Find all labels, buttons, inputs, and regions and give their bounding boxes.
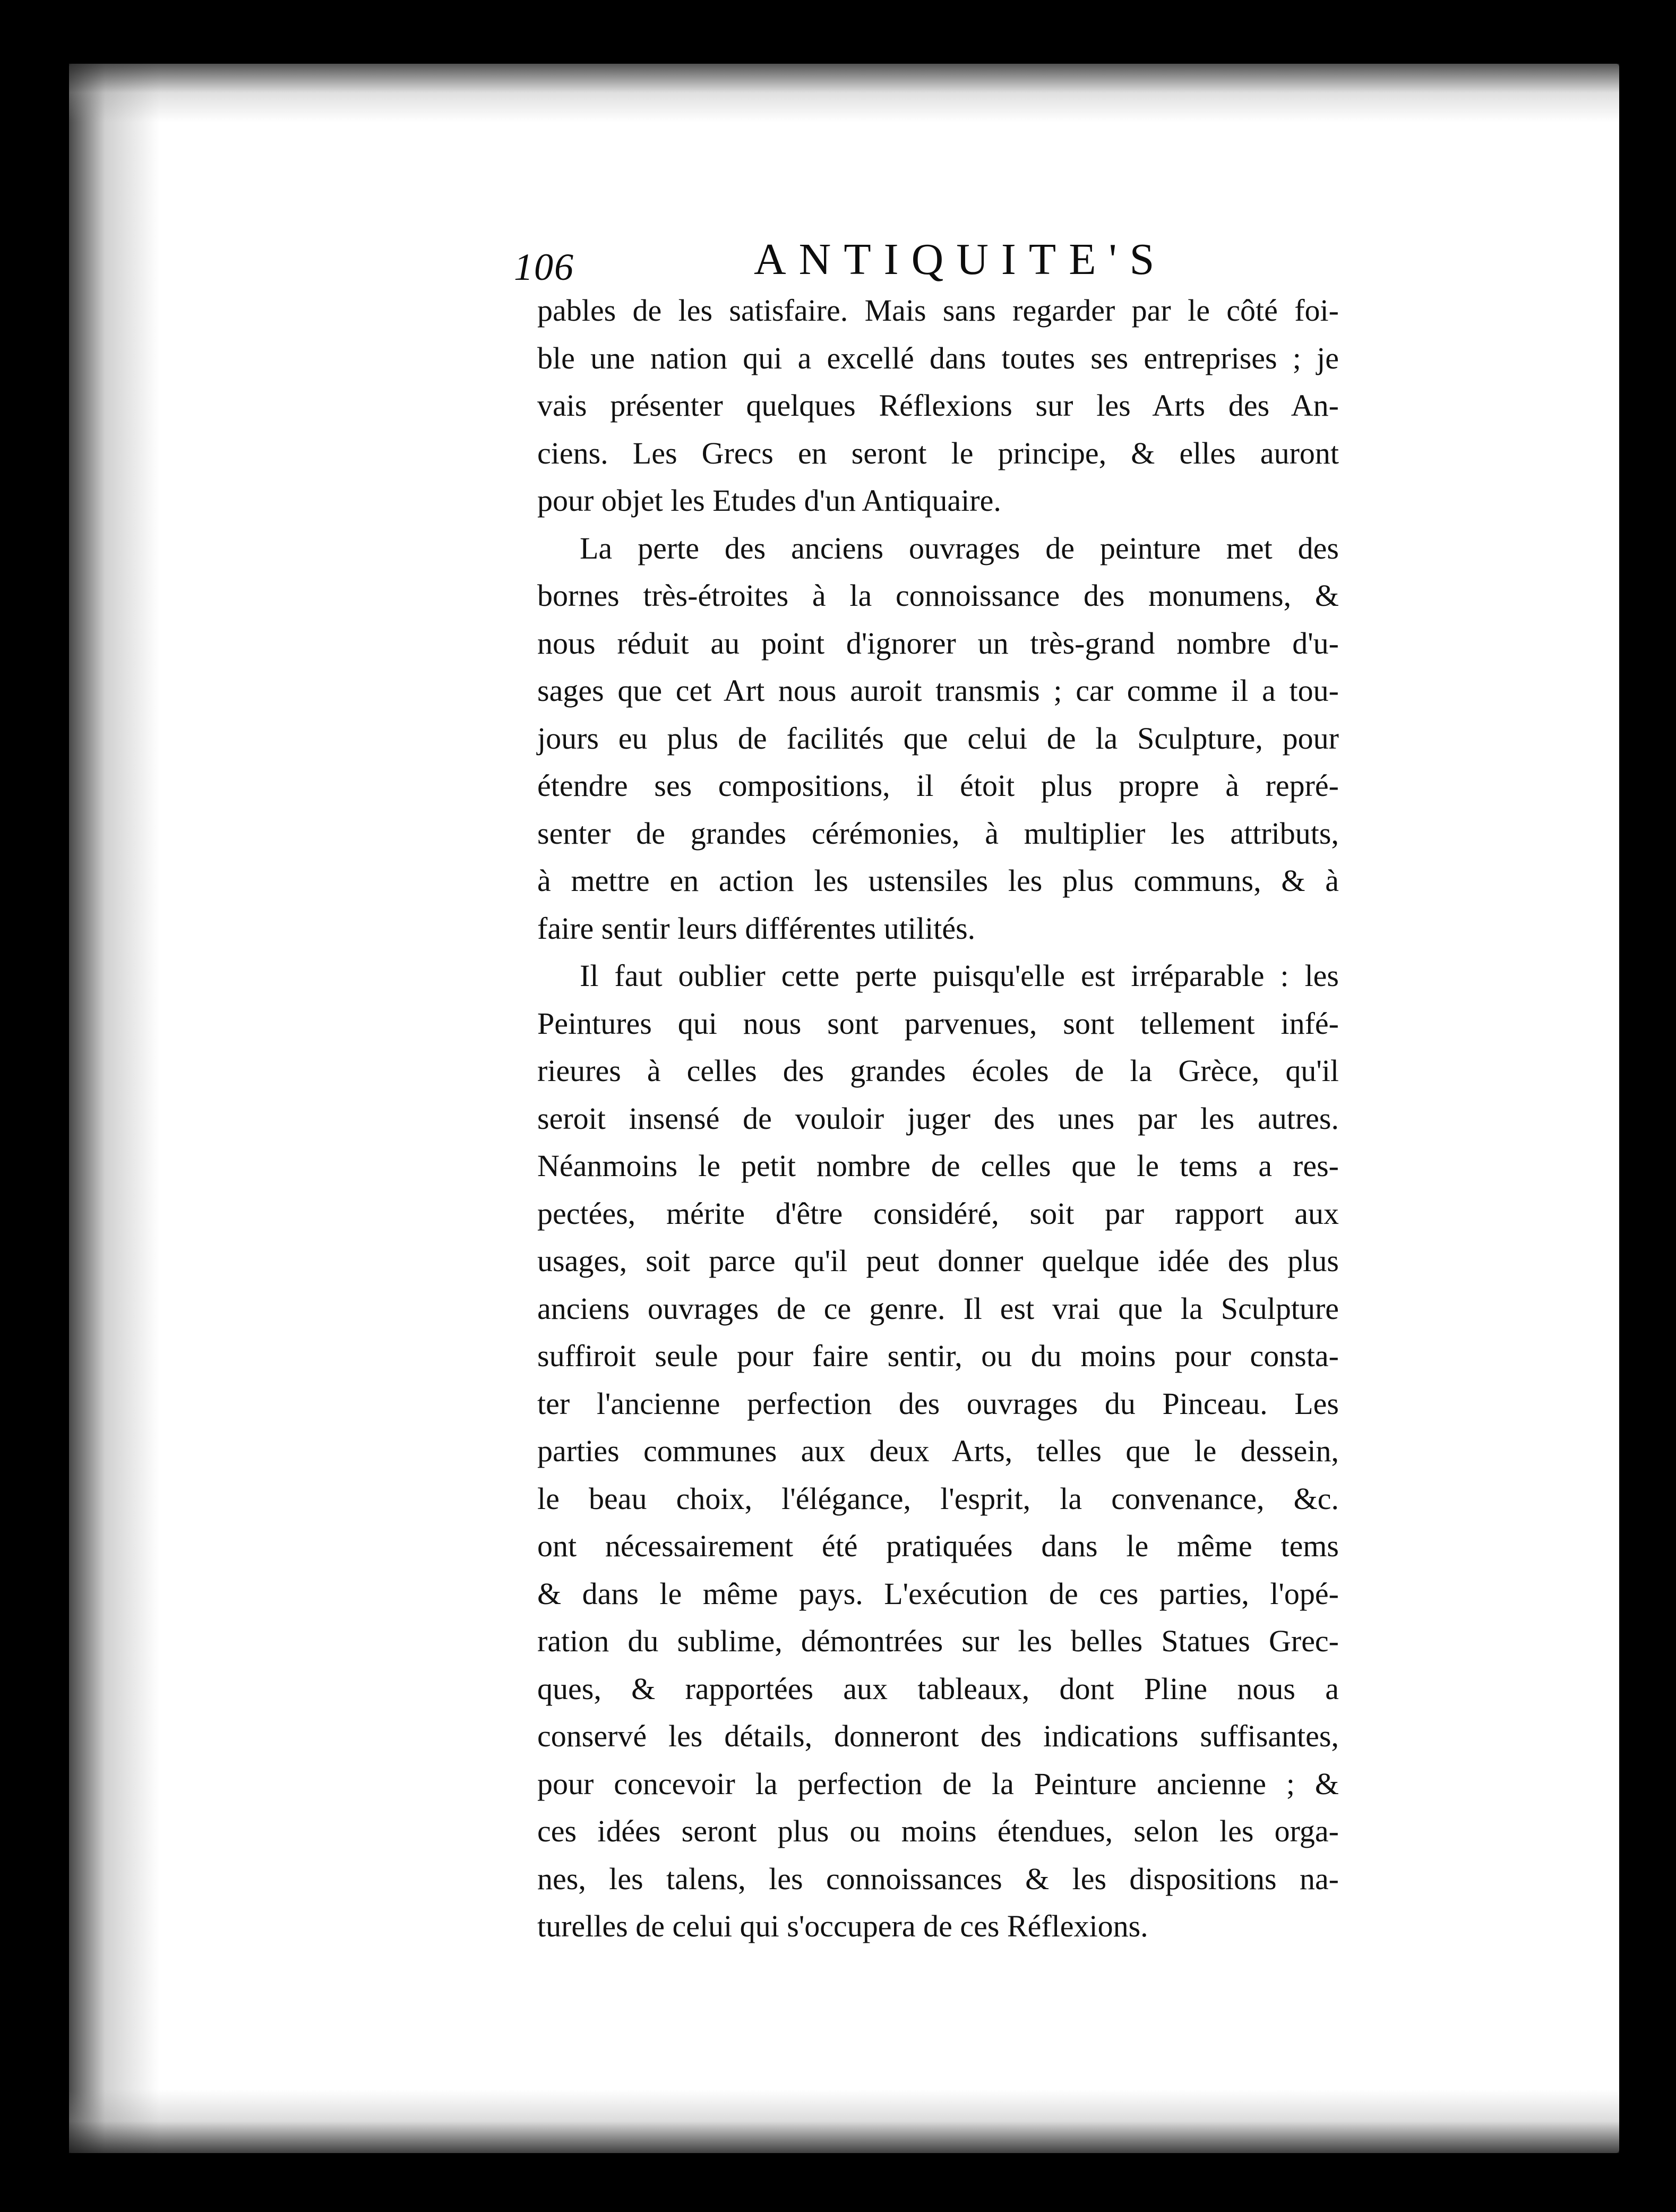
text-line: anciens ouvrages de ce genre. Il est vrai que la Sculpture — [537, 1291, 1339, 1326]
text-line: pour objet les Etudes d'un Antiquaire. — [537, 483, 1001, 518]
page-number: 106 — [514, 246, 574, 288]
text-line: ration du sublime, démontrées sur les belles Statues Grec- — [537, 1624, 1339, 1658]
running-title: ANTIQUITE'S — [754, 235, 1167, 284]
text-line: ont nécessairement été pratiquées dans le même tems — [537, 1529, 1339, 1563]
text-line: ces idées seront plus ou moins étendues, selon les orga- — [537, 1814, 1339, 1848]
text-line: jours eu plus de facilités que celui de la Sculpture, pour — [537, 721, 1339, 756]
text-line: nous réduit au point d'ignorer un très-grand nombre d'u- — [537, 625, 1339, 661]
text-line: conservé les détails, donneront des indications suffisantes, — [537, 1719, 1339, 1753]
text-line: à mettre en action les ustensiles les plus communs, & à — [537, 863, 1339, 898]
text-line: pables de les satisfaire. Mais sans regarder par le côté foi- — [537, 293, 1339, 328]
text-line: ter l'ancienne perfection des ouvrages du Pinceau. Les — [537, 1386, 1339, 1421]
text-line: usages, soit parce qu'il peut donner quelque idée des plus — [537, 1244, 1339, 1278]
text-line: bornes très-étroites à la connoissance des monumens, & — [537, 578, 1339, 613]
paragraph — [537, 287, 1339, 525]
text-line: Il faut oublier cette perte puisqu'elle est irréparable : les — [580, 958, 1339, 993]
text-line: parties communes aux deux Arts, telles que le dessein, — [537, 1434, 1339, 1468]
text-line: le beau choix, l'élégance, l'esprit, la convenance, &c. — [537, 1481, 1339, 1516]
text-line: nes, les talens, les connoissances & les dispositions na- — [537, 1861, 1339, 1896]
page-edge-shadow-bottom — [69, 2089, 1619, 2153]
text-line: turelles de celui qui s'occupera de ces Réflexions. — [537, 1909, 1148, 1943]
text-line: ble une nation qui a excellé dans toutes ses entreprises ; je — [537, 340, 1339, 375]
paragraph — [537, 525, 1339, 953]
page-edge-shadow-left — [69, 64, 159, 2153]
text-line: suffiroit seule pour faire sentir, ou du moins pour consta- — [537, 1339, 1339, 1373]
text-line: vais présenter quelques Réflexions sur les Arts des An- — [537, 388, 1339, 423]
paragraph — [537, 952, 1339, 1950]
text-line: faire sentir leurs différentes utilités. — [537, 911, 976, 946]
text-line: seroit insensé de vouloir juger des unes par les autres. — [537, 1101, 1339, 1136]
text-line: Néanmoins le petit nombre de celles que le tems a res- — [537, 1148, 1339, 1183]
text-line: senter de grandes cérémonies, à multiplier les attributs, — [537, 816, 1339, 851]
running-head — [514, 234, 1342, 292]
text-line: La perte des anciens ouvrages de peinture met des — [580, 530, 1339, 565]
text-line: ques, & rapportées aux tableaux, dont Pline nous a — [537, 1671, 1339, 1706]
body-text — [537, 287, 1339, 1950]
text-line: & dans le même pays. L'exécution de ces parties, l'opé- — [537, 1576, 1339, 1611]
page-spine-edge — [1638, 69, 1649, 2145]
text-line: étendre ses compositions, il étoit plus propre à repré- — [537, 768, 1339, 803]
text-line: pour concevoir la perfection de la Peinture ancienne ; & — [537, 1766, 1339, 1801]
text-line: ciens. Les Grecs en seront le principe, & elles auront — [537, 435, 1339, 470]
page-edge-shadow-top — [69, 64, 1619, 122]
text-line: rieures à celles des grandes écoles de la Grèce, qu'il — [537, 1053, 1339, 1088]
text-line: sages que cet Art nous auroit transmis ; car comme il a tou- — [537, 673, 1339, 708]
text-line: pectées, mérite d'être considéré, soit par rapport aux — [537, 1196, 1339, 1231]
text-line: Peintures qui nous sont parvenues, sont tellement infé- — [537, 1006, 1339, 1041]
